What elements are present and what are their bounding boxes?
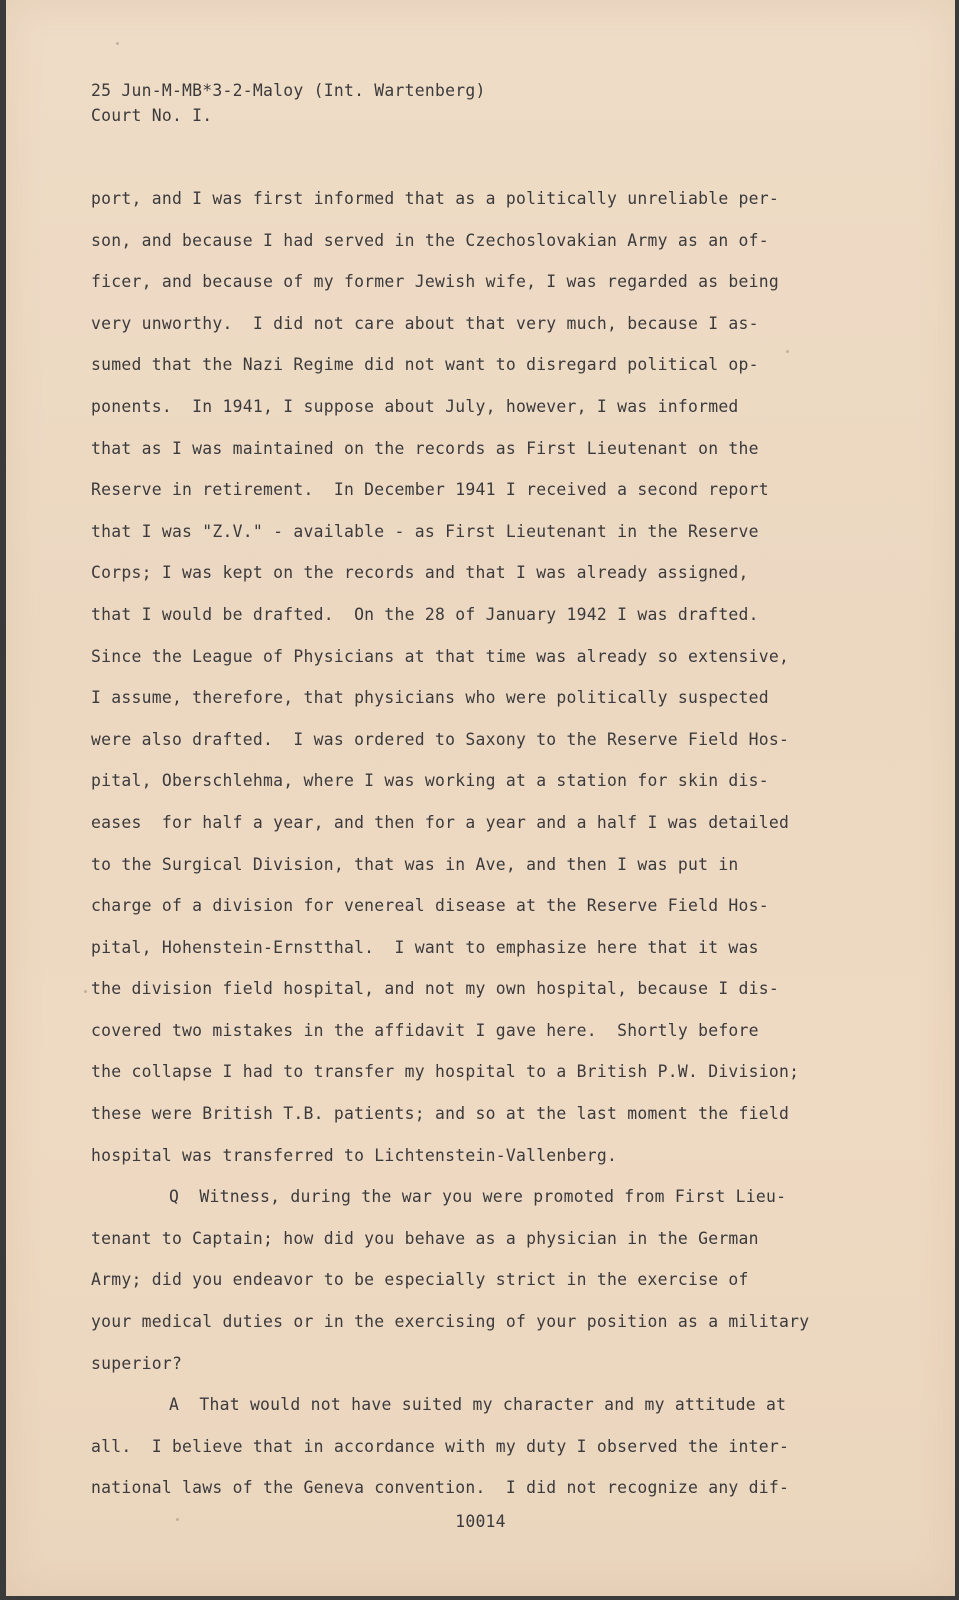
text-line: pital, Oberschlehma, where I was working at a station for skin dis-: [91, 771, 769, 791]
text-line: sumed that the Nazi Regime did not want to disregard political op-: [91, 355, 759, 375]
text-line: hospital was transferred to Lichtenstein-Vallenberg.: [91, 1145, 618, 1165]
text-line: the collapse I had to transfer my hospital to a British P.W. Division;: [91, 1062, 800, 1082]
text-line: covered two mistakes in the affidavit I gave here. Shortly before: [91, 1020, 759, 1040]
text-line: the division field hospital, and not my own hospital, because I dis-: [91, 979, 780, 999]
paragraph: [91, 1176, 841, 1384]
paper-speck: [116, 42, 119, 45]
text-line: these were British T.B. patients; and so at the last moment the field: [91, 1104, 790, 1124]
paragraph: [91, 1384, 841, 1509]
text-line: ponents. In 1941, I suppose about July, however, I was informed: [91, 396, 739, 416]
text-line: charge of a division for venereal disease at the Reserve Field Hos-: [91, 896, 769, 916]
paper-speck: [84, 990, 87, 993]
document-page: [6, 0, 955, 1596]
text-line: Since the League of Physicians at that time was already so extensive,: [91, 646, 790, 666]
header-court-line: Court No. I.: [91, 106, 213, 125]
text-line: your medical duties or in the exercising of your position as a military: [91, 1312, 810, 1332]
text-line: that I would be drafted. On the 28 of January 1942 I was drafted.: [91, 604, 759, 624]
text-line: that as I was maintained on the records as First Lieutenant on the: [91, 438, 759, 458]
text-line: Corps; I was kept on the records and that I was already assigned,: [91, 563, 749, 583]
text-line: I assume, therefore, that physicians who were politically suspected: [91, 688, 769, 708]
text-line: port, and I was first informed that as a politically unreliable per-: [91, 189, 780, 208]
text-line: Reserve in retirement. In December 1941 I received a second report: [91, 480, 769, 500]
page-number: 10014: [455, 1512, 506, 1531]
paragraph: [91, 178, 841, 1176]
text-line: tenant to Captain; how did you behave as a physician in the German: [91, 1228, 759, 1248]
document-header: [91, 78, 486, 128]
text-line: superior?: [91, 1353, 183, 1373]
text-line: Army; did you endeavor to be especially strict in the exercise of: [91, 1270, 749, 1290]
text-line: ficer, and because of my former Jewish wife, I was regarded as being: [91, 272, 780, 292]
text-line: were also drafted. I was ordered to Saxony to the Reserve Field Hos-: [91, 729, 790, 749]
text-line: all. I believe that in accordance with my duty I observed the inter-: [91, 1436, 790, 1456]
header-reference-line: 25 Jun-M-MB*3-2-Maloy (Int. Wartenberg): [91, 81, 486, 100]
text-line: son, and because I had served in the Czechoslovakian Army as an of-: [91, 230, 769, 250]
text-line: eases for half a year, and then for a year and a half I was detailed: [91, 812, 790, 832]
text-line: A That would not have suited my character and my attitude at: [169, 1395, 787, 1415]
text-line: to the Surgical Division, that was in Ave, and then I was put in: [91, 854, 739, 874]
text-line: Q Witness, during the war you were promoted from First Lieu-: [169, 1187, 787, 1207]
text-line: that I was "Z.V." - available - as First Lieutenant in the Reserve: [91, 521, 759, 541]
document-body: [91, 178, 841, 1509]
text-line: pital, Hohenstein-Ernstthal. I want to emphasize here that it was: [91, 937, 759, 957]
text-line: national laws of the Geneva convention. I did not recognize any dif-: [91, 1478, 790, 1498]
text-line: very unworthy. I did not care about that very much, because I as-: [91, 313, 759, 333]
